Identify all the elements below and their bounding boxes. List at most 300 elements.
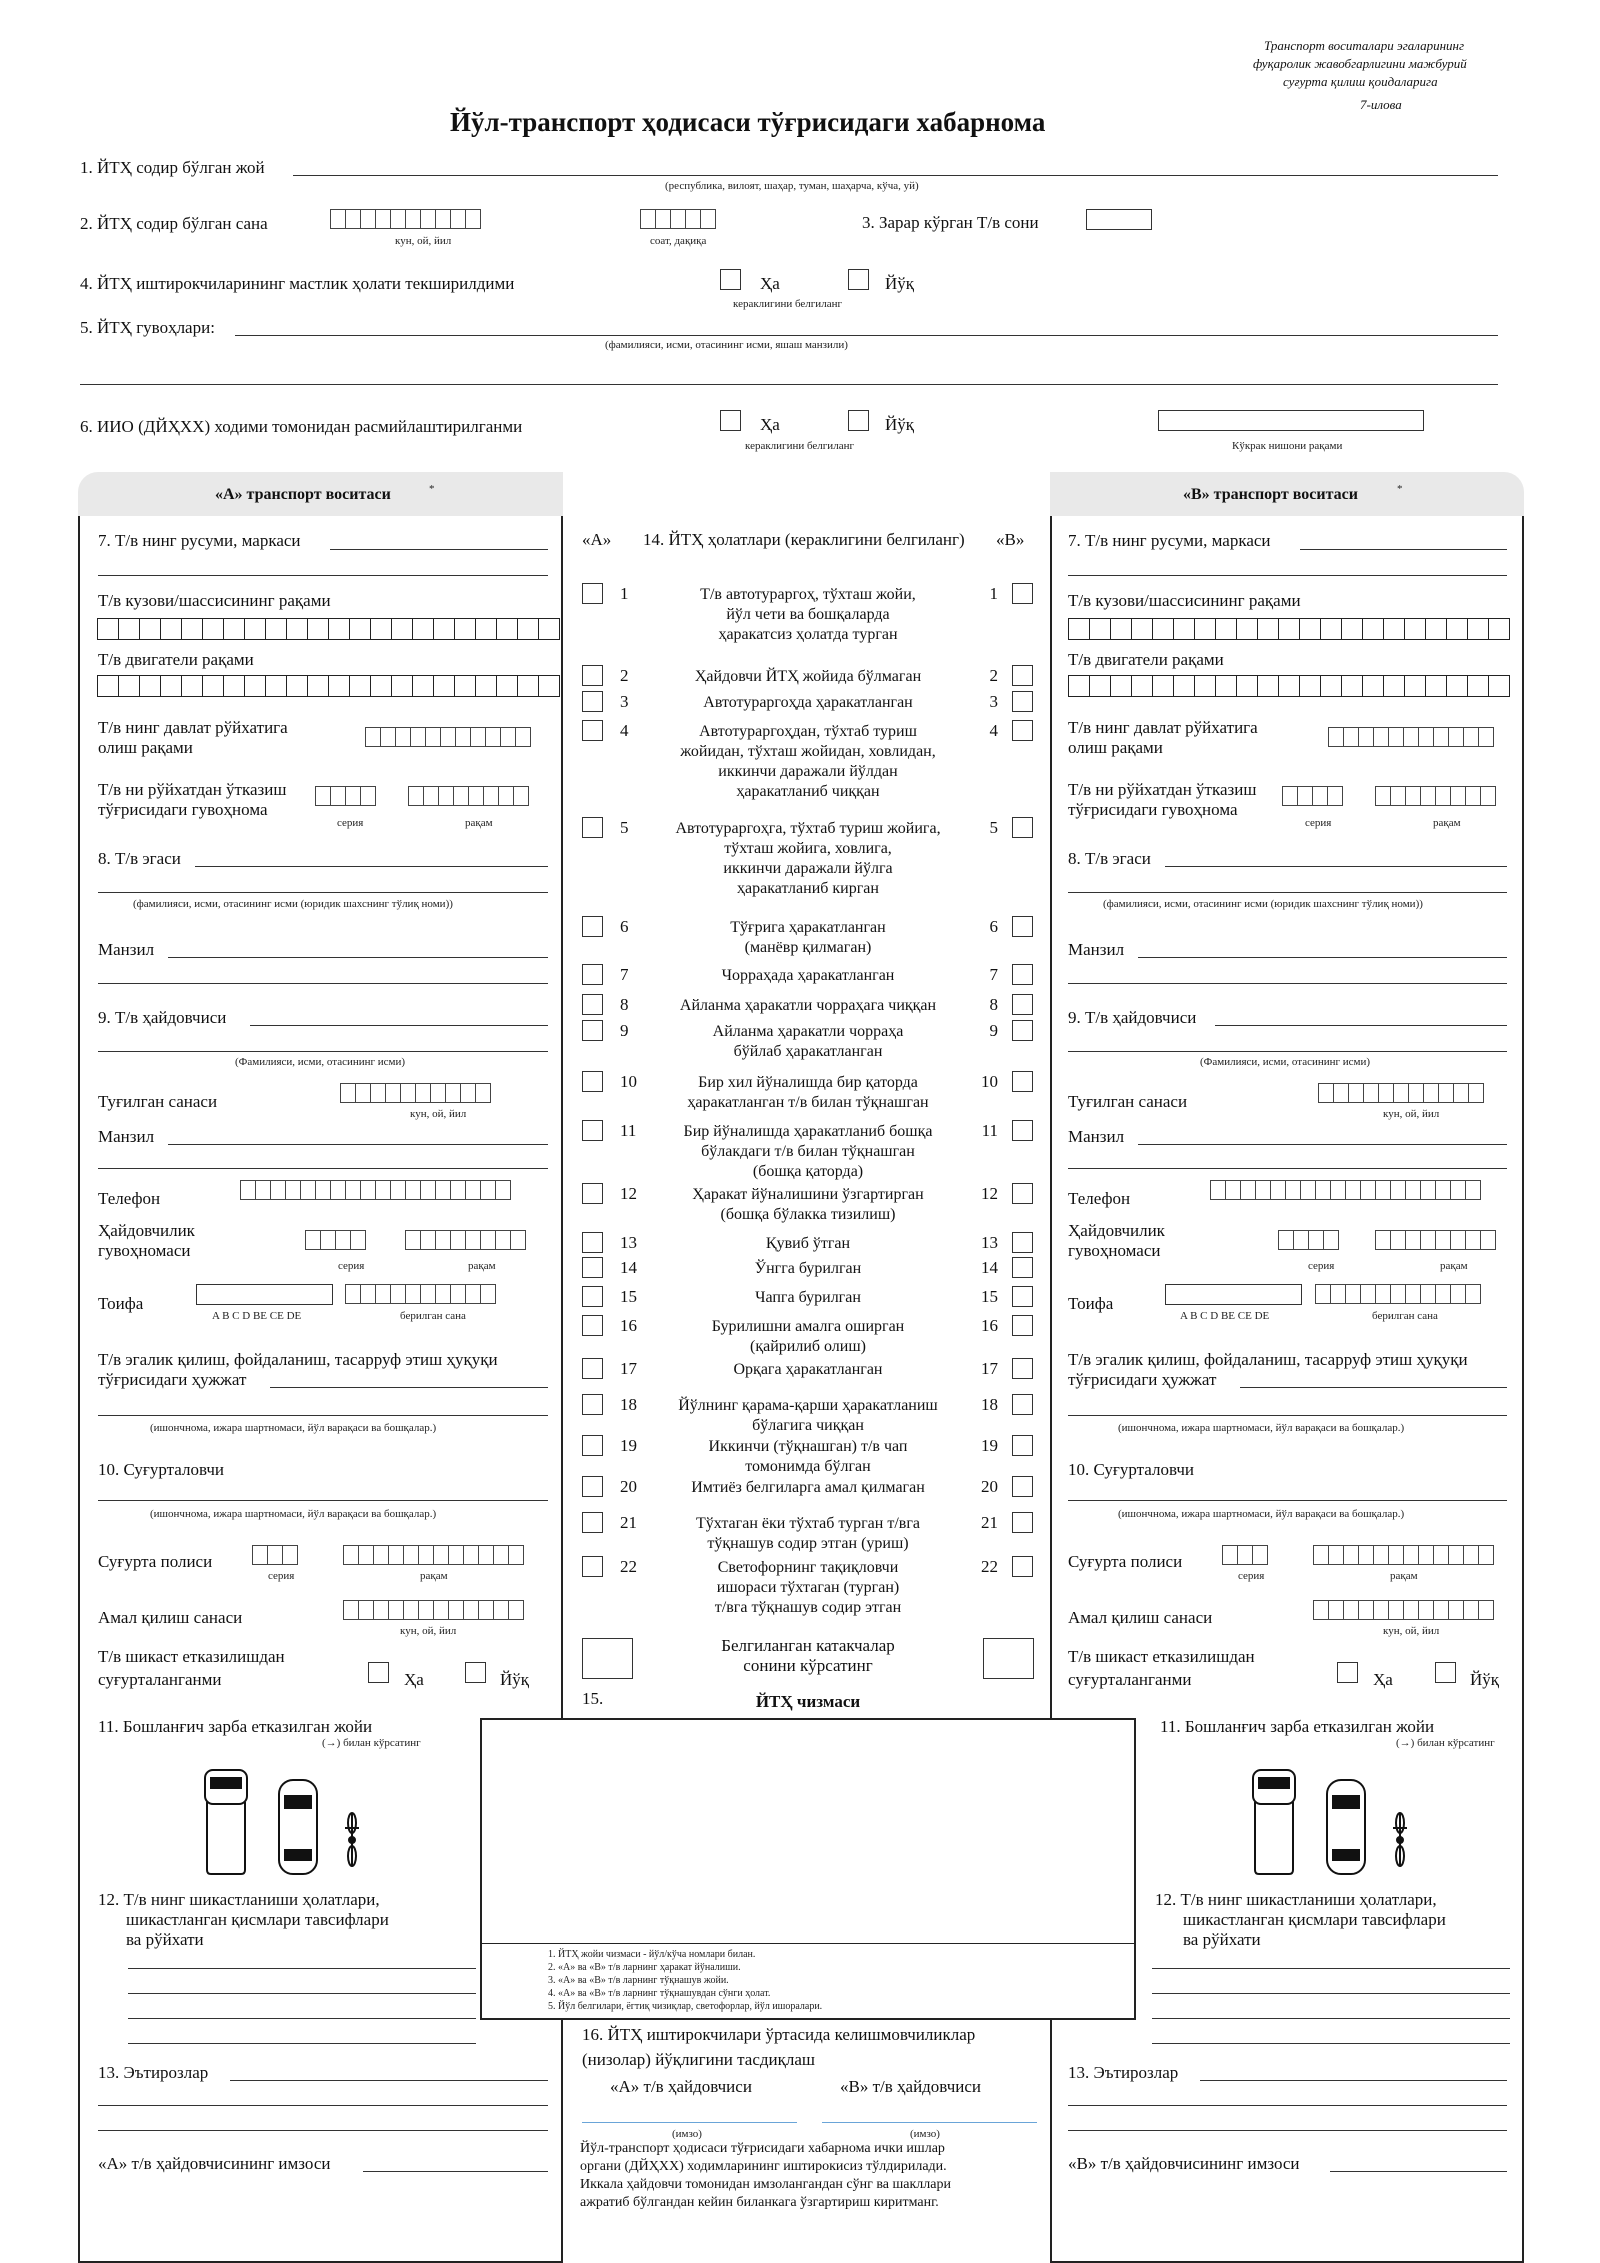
a-f10-label: 10. Суғурталовчи — [98, 1460, 225, 1479]
a-f9-label: 9. Т/в ҳайдовчиси — [98, 1008, 227, 1027]
b-reg-cells[interactable] — [1328, 727, 1493, 747]
circumstance-b-checkbox[interactable] — [1012, 1232, 1033, 1253]
a-owner-line-2[interactable] — [98, 892, 548, 893]
witnesses-hint: (фамилияси, исми, отасининг исми, яшаш манзили) — [605, 339, 848, 351]
a-issued-cells[interactable] — [345, 1284, 495, 1304]
b-owner-line-1[interactable] — [1165, 866, 1507, 867]
a-address-label: Манзил — [98, 940, 155, 959]
b-cert-number-hint: рақам — [1433, 817, 1461, 829]
b-address2-line-2[interactable] — [1068, 1168, 1507, 1169]
f16-label-2: (низолар) йўқлигини тасдиқлаш — [582, 2050, 815, 2069]
a-reg-label-1: Т/в нинг давлат рўйхатига — [98, 718, 288, 737]
b-issued-cells[interactable] — [1315, 1284, 1480, 1304]
footer-note-4: ажратиб бўлгандан кейин биланкага ўзгартириш киритманг. — [580, 2195, 939, 2210]
circumstance-b-checkbox[interactable] — [1012, 1286, 1033, 1307]
circumstance-text: Ҳаракат йўналишини ўзгартирган — [692, 1186, 924, 1203]
field-1-label: 1. ЙТҲ содир бўлган жой — [80, 158, 265, 177]
circumstance-a-checkbox[interactable] — [582, 583, 603, 604]
a-damage-ins-label-1: Т/в шикаст етказилишдан — [98, 1647, 285, 1666]
a-sign-line[interactable] — [363, 2171, 548, 2172]
badge-number-hint: Кўкрак нишони рақами — [1232, 440, 1343, 452]
circumstance-b-checkbox[interactable] — [1012, 916, 1033, 937]
driver-b-label: «В» т/в ҳайдовчиси — [840, 2077, 981, 2096]
a-damage-line-3[interactable] — [128, 2018, 476, 2019]
sobriety-yes-label: Ҳа — [760, 274, 780, 293]
field-5-label: 5. ЙТҲ гувоҳлари: — [80, 318, 215, 337]
header-note-2: фуқаролик жавобгарлигини мажбурий — [1253, 56, 1467, 71]
circumstance-a-number: 6 — [620, 917, 629, 936]
a-f11-hint: (→) билан кўрсатинг — [322, 1737, 421, 1749]
b-damage-ins-yes-label: Ҳа — [1373, 1670, 1393, 1689]
circumstance-b-checkbox[interactable] — [1012, 817, 1033, 838]
sketch-title: ЙТҲ чизмаси — [755, 1692, 861, 1711]
circumstance-text: Чапга бурилган — [755, 1289, 861, 1306]
b-insurer-hint: (ишончнома, ижара шартномаси, йўл варақаси ва бошқалар.) — [1118, 1508, 1405, 1520]
circumstance-text: иккинчи даражали йўлга — [723, 860, 893, 877]
a-driver-line-1[interactable] — [250, 1025, 548, 1026]
circumstance-b-number: 21 — [981, 1513, 998, 1532]
circumstance-a-number: 16 — [620, 1316, 637, 1335]
circumstance-a-checkbox[interactable] — [582, 1020, 603, 1041]
circumstance-text: томонимда бўлган — [745, 1458, 871, 1475]
a-ownership-label-1: Т/в эгалик қилиш, фойдаланиш, тасарруф этиш ҳуқуқи — [98, 1350, 498, 1369]
a-objection-line-2[interactable] — [98, 2105, 548, 2106]
a-damage-line-1[interactable] — [128, 1968, 476, 1969]
circumstance-a-number: 19 — [620, 1436, 637, 1455]
a-license-number-cells[interactable] — [405, 1230, 525, 1250]
b-category-letters: A B C D BE CE DE — [1180, 1310, 1270, 1322]
circumstance-b-number: 19 — [981, 1436, 998, 1455]
circumstance-text: Йўлнинг қарама-қарши ҳаракатланиш — [678, 1397, 938, 1414]
police-yes-label: Ҳа — [760, 415, 780, 434]
a-sign-label: «А» т/в ҳайдовчисининг имзоси — [98, 2154, 331, 2173]
b-address-label: Манзил — [1068, 940, 1125, 959]
b-license-series-cells[interactable] — [1278, 1230, 1338, 1250]
circumstance-b-checkbox[interactable] — [1012, 720, 1033, 741]
b-sign-label: «В» т/в ҳайдовчисининг имзоси — [1068, 2154, 1300, 2173]
circumstance-text: Автотураргоҳда ҳаракатланган — [703, 694, 913, 711]
circumstance-text: ҳаракатсиз ҳолатда турган — [718, 626, 898, 643]
count-label-1: Белгиланган катакчалар — [721, 1636, 895, 1655]
b-cert-label-1: Т/в ни рўйхатдан ўтказиш — [1068, 780, 1257, 799]
b-damage-line-3[interactable] — [1152, 2018, 1510, 2019]
circumstance-a-number: 14 — [620, 1258, 637, 1277]
circumstance-a-number: 5 — [620, 818, 629, 837]
circumstance-b-checkbox[interactable] — [1012, 583, 1033, 604]
a-ownership-line-1[interactable] — [270, 1387, 548, 1388]
b-address-line-1[interactable] — [1138, 957, 1507, 958]
circumstance-text: Светофорнинг тақиқловчи — [717, 1559, 899, 1576]
circumstance-b-number: 18 — [981, 1395, 998, 1414]
police-yes-checkbox[interactable] — [720, 410, 741, 431]
circumstance-b-checkbox[interactable] — [1012, 1358, 1033, 1379]
circumstance-text: Чорраҳада ҳаракатланган — [721, 967, 895, 984]
a-address-line-2[interactable] — [98, 983, 548, 984]
b-engine-cells[interactable] — [1068, 675, 1509, 695]
a-license-series-hint: серия — [338, 1260, 365, 1272]
circumstance-text: бўлагига чиққан — [752, 1417, 864, 1434]
sobriety-yes-checkbox[interactable] — [720, 269, 741, 290]
a-category-box[interactable] — [196, 1284, 333, 1305]
b-f7-line-2[interactable] — [1068, 575, 1507, 576]
b-policy-series-hint: серия — [1238, 1570, 1265, 1582]
b-owner-line-2[interactable] — [1068, 892, 1507, 893]
b-reg-label-2: олиш рақами — [1068, 738, 1163, 757]
circumstance-text: йўл чети ва бошқаларда — [726, 606, 890, 623]
truck-icon — [1253, 1770, 1295, 1874]
a-policy-number-cells[interactable] — [343, 1545, 523, 1565]
b-issued-hint: берилган сана — [1372, 1310, 1438, 1322]
a-address2-line-2[interactable] — [98, 1168, 548, 1169]
a-reg-label-2: олиш рақами — [98, 738, 193, 757]
circumstance-a-checkbox[interactable] — [582, 1071, 603, 1092]
b-policy-number-cells[interactable] — [1313, 1545, 1493, 1565]
b-f7-line[interactable] — [1300, 549, 1507, 550]
circumstance-text: Ўнгга бурилган — [754, 1260, 862, 1277]
sketch-note-5: 5. Йўл белгилари, ёгтиқ чизиқлар, светофорлар, йўл ишоралари. — [548, 2001, 823, 2012]
a-valid-hint: кун, ой, йил — [400, 1625, 457, 1637]
truck-icon — [205, 1770, 247, 1874]
b-license-number-cells[interactable] — [1375, 1230, 1495, 1250]
circumstance-text: Айланма ҳаракатли чорраҳага чиққан — [679, 997, 937, 1014]
circumstance-text: тўхташ жойига, ховлига, — [724, 840, 892, 857]
a-policy-number-hint: рақам — [420, 1570, 448, 1582]
a-issued-hint: берилган сана — [400, 1310, 466, 1322]
circumstance-a-checkbox[interactable] — [582, 964, 603, 985]
a-driver-hint: (Фамилияси, исми, отасининг исми) — [235, 1056, 406, 1068]
circumstance-text: тўқнашув содир этган (уриш) — [707, 1535, 909, 1552]
field-3-label: 3. Зарар кўрган Т/в сони — [862, 213, 1039, 232]
a-f7-line-2[interactable] — [98, 575, 548, 576]
circumstance-b-checkbox[interactable] — [1012, 1020, 1033, 1041]
circumstance-b-number: 13 — [981, 1233, 998, 1252]
circumstance-b-number: 3 — [989, 692, 998, 711]
b-ownership-line-1[interactable] — [1240, 1387, 1507, 1388]
circumstance-b-checkbox[interactable] — [1012, 964, 1033, 985]
circumstance-a-checkbox[interactable] — [582, 1257, 603, 1278]
circumstance-a-checkbox[interactable] — [582, 1476, 603, 1497]
b-impact-vehicles-diagram[interactable] — [1243, 1768, 1423, 1876]
a-damage-line-4[interactable] — [128, 2043, 476, 2044]
a-reg-cells[interactable] — [365, 727, 530, 747]
b-address2-line-1[interactable] — [1138, 1144, 1507, 1145]
circumstance-b-checkbox[interactable] — [1012, 665, 1033, 686]
a-f8-label: 8. Т/в эгаси — [98, 849, 181, 868]
sketch-note-1: 1. ЙТҲ жойи чизмаси - йўл/кўча номлари билан. — [548, 1949, 756, 1960]
a-insurer-hint: (ишончнома, ижара шартномаси, йўл варақаси ва бошқалар.) — [150, 1508, 437, 1520]
circumstance-b-number: 20 — [981, 1477, 998, 1496]
a-f12-label-2: шикастланган қисмлари тавсифлари — [126, 1910, 389, 1929]
circumstance-text: иккинчи даражали йўлдан — [718, 763, 898, 780]
driver-a-sign-line[interactable] — [582, 2122, 797, 2123]
circumstance-a-checkbox[interactable] — [582, 1183, 603, 1204]
b-phone-cells[interactable] — [1210, 1180, 1480, 1200]
circumstance-a-number: 7 — [620, 965, 629, 984]
b-ownership-hint: (ишончнома, ижара шартномаси, йўл варақаси ва бошқалар.) — [1118, 1422, 1405, 1434]
b-address2-label: Манзил — [1068, 1127, 1125, 1146]
witnesses-line-1[interactable] — [235, 335, 1498, 336]
circumstance-b-checkbox[interactable] — [1012, 994, 1033, 1015]
a-damage-ins-no-label: Йўқ — [500, 1670, 530, 1689]
b-ownership-line-2[interactable] — [1068, 1415, 1507, 1416]
b-policy-series-cells[interactable] — [1222, 1545, 1267, 1565]
b-phone-label: Телефон — [1068, 1189, 1131, 1208]
a-engine-label: Т/в двигатели рақами — [98, 650, 254, 669]
circumstance-a-checkbox[interactable] — [582, 1556, 603, 1577]
a-owner-line-1[interactable] — [195, 866, 548, 867]
circumstance-text: Қувиб ўтган — [765, 1235, 851, 1252]
a-owner-hint: (фамилияси, исми, отасининг исми (юридик шахснинг тўлиқ номи)) — [133, 898, 453, 910]
circumstance-b-checkbox[interactable] — [1012, 1476, 1033, 1497]
b-objection-line-3[interactable] — [1068, 2130, 1507, 2131]
circumstance-a-checkbox[interactable] — [582, 665, 603, 686]
circumstance-a-number: 1 — [620, 584, 629, 603]
a-birth-hint: кун, ой, йил — [410, 1108, 467, 1120]
b-cert-label-2: тўғрисидаги гувоҳнома — [1068, 800, 1238, 819]
b-objection-line-1[interactable] — [1200, 2080, 1507, 2081]
a-license-series-cells[interactable] — [305, 1230, 365, 1250]
b-damage-ins-label-2: суғурталанганми — [1068, 1670, 1192, 1689]
circumstance-b-checkbox[interactable] — [1012, 1315, 1033, 1336]
b-license-series-hint: серия — [1308, 1260, 1335, 1272]
circumstance-text: жойидан, тўхташ жойидан, ховлидан, — [680, 743, 936, 760]
circumstance-b-checkbox[interactable] — [1012, 1183, 1033, 1204]
a-cert-series-cells[interactable] — [315, 786, 375, 806]
circumstance-b-number: 1 — [989, 584, 998, 603]
circumstance-a-number: 17 — [620, 1359, 637, 1378]
vehicle-a-title: «А» транспорт воситаси — [215, 486, 391, 503]
b-birth-cells[interactable] — [1318, 1083, 1483, 1103]
a-f13-label: 13. Эътирозлар — [98, 2063, 209, 2082]
sobriety-no-checkbox[interactable] — [848, 269, 869, 290]
page-title: Йўл-транспорт ҳодисаси тўғрисидаги хабарнома — [450, 107, 1046, 137]
a-cert-label-1: Т/в ни рўйхатдан ўтказиш — [98, 780, 287, 799]
a-policy-series-hint: серия — [268, 1570, 295, 1582]
b-license-label-2: гувоҳномаси — [1068, 1241, 1161, 1260]
circumstance-text: т/вга тўқнашув содир этган — [714, 1599, 902, 1616]
b-license-label-1: Ҳайдовчилик — [1068, 1221, 1165, 1240]
b-engine-label: Т/в двигатели рақами — [1068, 650, 1224, 669]
circumstance-a-checkbox[interactable] — [582, 720, 603, 741]
circumstance-a-number: 18 — [620, 1395, 637, 1414]
b-reg-label-1: Т/в нинг давлат рўйхатига — [1068, 718, 1258, 737]
a-birth-cells[interactable] — [340, 1083, 490, 1103]
a-policy-series-cells[interactable] — [252, 1545, 297, 1565]
driver-b-sign-line[interactable] — [822, 2122, 1037, 2123]
a-ownership-hint: (ишончнома, ижара шартномаси, йўл варақаси ва бошқалар.) — [150, 1422, 437, 1434]
circumstance-b-checkbox[interactable] — [1012, 1435, 1033, 1456]
circumstance-a-checkbox[interactable] — [582, 1435, 603, 1456]
circumstance-text: (манёвр қилмаган) — [744, 939, 872, 956]
circumstance-a-checkbox[interactable] — [582, 817, 603, 838]
a-driver-line-2[interactable] — [98, 1051, 548, 1052]
circumstance-a-checkbox[interactable] — [582, 1286, 603, 1307]
circumstance-text: Орқага ҳаракатланган — [733, 1361, 883, 1378]
damaged-count-box[interactable] — [1086, 209, 1152, 230]
circumstance-a-checkbox[interactable] — [582, 1315, 603, 1336]
b-sign-line[interactable] — [1330, 2171, 1507, 2172]
f16-label-1: 16. ЙТҲ иштирокчилари ўртасида келишмовчиликлар — [582, 2025, 976, 2044]
a-phone-cells[interactable] — [240, 1180, 510, 1200]
a-license-label-1: Ҳайдовчилик — [98, 1221, 195, 1240]
accident-date-cells[interactable] — [330, 209, 480, 229]
circumstance-a-checkbox[interactable] — [582, 994, 603, 1015]
a-valid-label: Амал қилиш санаси — [98, 1608, 243, 1627]
circumstance-text: Автотураргоҳдан, тўхтаб туриш — [699, 723, 917, 740]
circumstance-text: Автотураргоҳга, тўхтаб туриш жойига, — [675, 820, 941, 837]
police-no-checkbox[interactable] — [848, 410, 869, 431]
circumstance-a-checkbox[interactable] — [582, 691, 603, 712]
a-valid-cells[interactable] — [343, 1600, 523, 1620]
witnesses-line-2[interactable] — [80, 384, 1498, 385]
circumstance-text: ҳаракатланиб чиққан — [736, 783, 880, 800]
a-impact-vehicles-diagram[interactable] — [195, 1768, 375, 1876]
sketch-notes-divider — [480, 1943, 1136, 1944]
b-f12-label-3: ва рўйхати — [1183, 1930, 1261, 1949]
circumstance-a-number: 8 — [620, 995, 629, 1014]
circumstance-a-checkbox[interactable] — [582, 1394, 603, 1415]
a-birth-label: Туғилган санаси — [98, 1092, 218, 1111]
circumstance-a-checkbox[interactable] — [582, 1232, 603, 1253]
a-f7-line[interactable] — [330, 549, 548, 550]
circumstance-b-checkbox[interactable] — [1012, 1394, 1033, 1415]
circumstance-b-checkbox[interactable] — [1012, 1120, 1033, 1141]
b-f12-label-2: шикастланган қисмлари тавсифлари — [1183, 1910, 1446, 1929]
driver-a-sign-hint: (имзо) — [672, 2128, 702, 2140]
a-address2-line-1[interactable] — [168, 1144, 548, 1145]
sketch-note-2: 2. «А» ва «В» т/в ларнинг ҳаракат йўналиши. — [548, 1962, 741, 1973]
a-damage-line-2[interactable] — [128, 1993, 476, 1994]
a-address-line-1[interactable] — [168, 957, 548, 958]
badge-number-box[interactable] — [1158, 410, 1424, 431]
b-damage-ins-yes-checkbox[interactable] — [1337, 1662, 1358, 1683]
a-body-num-cells[interactable] — [97, 618, 559, 638]
a-body-num-label: Т/в кузови/шассисининг рақами — [98, 591, 331, 610]
b-valid-hint: кун, ой, йил — [1383, 1625, 1440, 1637]
a-objection-line-3[interactable] — [98, 2130, 548, 2131]
circumstance-b-number: 6 — [989, 917, 998, 936]
circumstance-text: Бир йўналишда ҳаракатланиб бошқа — [683, 1123, 933, 1140]
a-damage-ins-yes-checkbox[interactable] — [368, 1662, 389, 1683]
circumstance-a-checkbox[interactable] — [582, 1358, 603, 1379]
b-driver-hint: (Фамилияси, исми, отасининг исми) — [1200, 1056, 1371, 1068]
b-birth-hint: кун, ой, йил — [1383, 1108, 1440, 1120]
vehicle-b-title-asterisk: * — [1397, 483, 1403, 495]
b-damage-line-2[interactable] — [1152, 1993, 1510, 1994]
circumstance-b-number: 2 — [989, 666, 998, 685]
b-f10-label: 10. Суғурталовчи — [1068, 1460, 1195, 1479]
b-damage-line-1[interactable] — [1152, 1968, 1510, 1969]
b-damage-line-4[interactable] — [1152, 2043, 1510, 2044]
b-policy-label: Суғурта полиси — [1068, 1552, 1183, 1571]
circumstance-text: Айланма ҳаракатли чорраҳа — [712, 1023, 904, 1040]
field-4-label: 4. ЙТҲ иштирокчиларининг мастлик ҳолати текширилдими — [80, 274, 515, 293]
car-icon — [279, 1780, 317, 1874]
b-birth-label: Туғилган санаси — [1068, 1092, 1188, 1111]
circumstance-a-number: 10 — [620, 1072, 637, 1091]
circumstance-b-number: 14 — [981, 1258, 998, 1277]
a-insurer-line[interactable] — [98, 1500, 548, 1501]
a-damage-ins-no-checkbox[interactable] — [465, 1662, 486, 1683]
circumstance-a-number: 9 — [620, 1021, 629, 1040]
b-ownership-label-1: Т/в эгалик қилиш, фойдаланиш, тасарруф этиш ҳуқуқи — [1068, 1350, 1468, 1369]
a-damage-ins-yes-label: Ҳа — [404, 1670, 424, 1689]
count-label-2: сонини кўрсатинг — [743, 1656, 873, 1675]
b-f12-label-1: 12. Т/в нинг шикастланиши ҳолатлари, — [1155, 1890, 1437, 1909]
car-icon — [1327, 1780, 1365, 1874]
f15-label: 15. — [582, 1689, 604, 1708]
field-1-line[interactable] — [293, 175, 1498, 176]
vehicle-a-title-asterisk: * — [429, 483, 435, 495]
bicycle-icon — [1393, 1813, 1407, 1866]
a-objection-line-1[interactable] — [230, 2080, 548, 2081]
accident-date-hint: кун, ой, йил — [395, 235, 452, 247]
b-insurer-line[interactable] — [1068, 1500, 1507, 1501]
accident-time-cells[interactable] — [640, 209, 715, 229]
a-ownership-line-2[interactable] — [98, 1415, 548, 1416]
circumstance-b-checkbox[interactable] — [1012, 691, 1033, 712]
circumstance-b-checkbox[interactable] — [1012, 1556, 1033, 1577]
b-driver-line-2[interactable] — [1068, 1051, 1507, 1052]
sketch-note-4: 4. «А» ва «В» т/в ларнинг тўқнашувдан сўнги ҳолат. — [548, 1988, 771, 1999]
b-f11-label: 11. Бошланғич зарба етказилган жойи — [1160, 1717, 1435, 1736]
a-f12-label-1: 12. Т/в нинг шикастланиши ҳолатлари, — [98, 1890, 380, 1909]
count-a-box[interactable] — [582, 1638, 633, 1679]
circumstance-text: ишораси тўхтаган (турган) — [716, 1579, 900, 1596]
a-engine-cells[interactable] — [97, 675, 559, 695]
b-category-label: Тоифа — [1068, 1294, 1114, 1313]
circumstance-b-checkbox[interactable] — [1012, 1512, 1033, 1533]
header-note-1: Транспорт воситалари эгаларининг — [1264, 38, 1465, 53]
circumstance-b-number: 16 — [981, 1316, 998, 1335]
a-cert-number-cells[interactable] — [408, 786, 528, 806]
b-address-line-2[interactable] — [1068, 983, 1507, 984]
b-valid-cells[interactable] — [1313, 1600, 1493, 1620]
b-damage-ins-label-1: Т/в шикаст етказилишдан — [1068, 1647, 1255, 1666]
circumstance-b-number: 10 — [981, 1072, 998, 1091]
b-cert-series-cells[interactable] — [1282, 786, 1342, 806]
circumstance-a-checkbox[interactable] — [582, 916, 603, 937]
driver-b-sign-hint: (имзо) — [910, 2128, 940, 2140]
b-driver-line-1[interactable] — [1215, 1025, 1507, 1026]
header-note-3: суғурта қилиш қоидаларига — [1283, 74, 1438, 89]
circumstance-text: ҳаракатланган т/в билан тўқнашган — [687, 1094, 929, 1111]
annex-label: 7-илова — [1360, 97, 1402, 112]
b-policy-number-hint: рақам — [1390, 1570, 1418, 1582]
circumstance-text: бўйлаб ҳаракатланган — [733, 1043, 883, 1060]
circumstance-b-checkbox[interactable] — [1012, 1257, 1033, 1278]
circumstance-a-checkbox[interactable] — [582, 1512, 603, 1533]
b-license-number-hint: рақам — [1440, 1260, 1468, 1272]
b-damage-ins-no-checkbox[interactable] — [1435, 1662, 1456, 1683]
circumstance-b-number: 22 — [981, 1557, 998, 1576]
a-phone-label: Телефон — [98, 1189, 161, 1208]
b-body-num-cells[interactable] — [1068, 618, 1509, 638]
a-f11-label: 11. Бошланғич зарба етказилган жойи — [98, 1717, 373, 1736]
b-body-num-label: Т/в кузови/шассисининг рақами — [1068, 591, 1301, 610]
field-6-label: 6. ИИО (ДЙҲХХ) ходими томонидан расмийлаштирилганми — [80, 417, 523, 436]
circumstance-a-number: 4 — [620, 721, 629, 740]
count-b-box[interactable] — [983, 1638, 1034, 1679]
b-cert-number-cells[interactable] — [1375, 786, 1495, 806]
b-objection-line-2[interactable] — [1068, 2105, 1507, 2106]
circumstance-b-checkbox[interactable] — [1012, 1071, 1033, 1092]
circumstance-a-number: 22 — [620, 1557, 637, 1576]
sketch-note-3: 3. «А» ва «В» т/в ларнинг тўқнашув жойи. — [548, 1975, 729, 1986]
circumstance-a-checkbox[interactable] — [582, 1120, 603, 1141]
b-category-box[interactable] — [1165, 1284, 1302, 1305]
circumstance-text: ҳаракатланиб кирган — [737, 880, 879, 897]
